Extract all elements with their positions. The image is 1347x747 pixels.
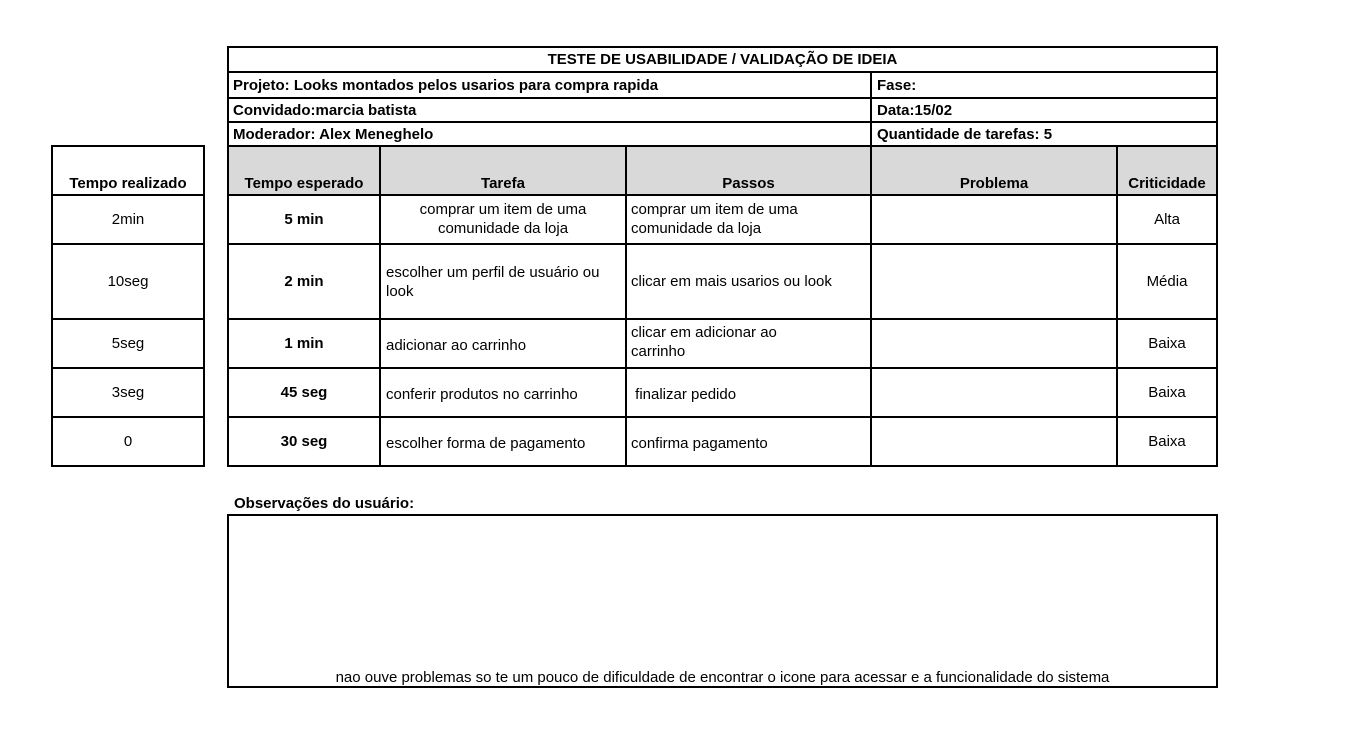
task-problem [872, 418, 1116, 465]
actual-time: 5seg [111, 335, 145, 352]
header-passos: Passos [722, 175, 775, 192]
task-description: adicionar ao carrinho [386, 336, 527, 354]
header-tarefa: Tarefa [481, 175, 525, 192]
observations-text: nao ouve problemas so te um pouco de dificuldade de encontrar o icone para acessar e a funcionalidade do sistema [335, 669, 1110, 686]
table-border [203, 145, 205, 467]
header-tempo-esperado: Tempo esperado [244, 175, 364, 192]
task-count: Quantidade de tarefas: 5 [877, 125, 1053, 143]
task-steps: comprar um item de uma comunidade da loja [631, 201, 798, 237]
criticality-badge: Baixa [1148, 384, 1186, 401]
page-title: TESTE DE USABILIDADE / VALIDAÇÃO DE IDEIA [547, 51, 898, 68]
task-description: conferir produtos no carrinho [386, 385, 578, 403]
moderator-name: Moderador: Alex Meneghelo [233, 125, 434, 143]
criticality-badge: Média [1146, 273, 1188, 290]
actual-time: 2min [111, 211, 145, 228]
task-problem [872, 320, 1116, 367]
observations-label: Observações do usuário: [234, 495, 415, 512]
task-steps: confirma pagamento [631, 434, 768, 452]
expected-time: 5 min [284, 211, 324, 228]
table-border [51, 465, 205, 467]
date-label: Data:15/02 [877, 101, 953, 119]
actual-time: 0 [123, 433, 133, 450]
header-problema: Problema [959, 175, 1029, 192]
actual-time: 10seg [107, 273, 149, 290]
criticality-badge: Baixa [1148, 335, 1186, 352]
task-steps: finalizar pedido [631, 385, 737, 403]
task-description: escolher forma de pagamento [386, 434, 586, 452]
observations-box [227, 514, 1218, 688]
expected-time: 45 seg [280, 384, 328, 401]
criticality-badge: Baixa [1148, 433, 1186, 450]
task-problem [872, 196, 1116, 243]
expected-time: 30 seg [280, 433, 328, 450]
header-criticidade: Criticidade [1128, 175, 1206, 192]
task-description: comprar um item de uma comunidade da loja [419, 201, 587, 237]
criticality-badge: Alta [1154, 211, 1180, 228]
guest-name: Convidado:marcia batista [233, 101, 417, 119]
phase-label: Fase: [877, 76, 917, 94]
task-steps: clicar em adicionar ao carrinho [631, 324, 777, 360]
project-name: Projeto: Looks montados pelos usarios para compra rapida [233, 76, 659, 94]
task-steps: clicar em mais usarios ou look [631, 273, 832, 290]
expected-time: 1 min [284, 335, 324, 352]
task-problem [872, 369, 1116, 416]
task-problem [872, 245, 1116, 318]
header-tempo-realizado: Tempo realizado [69, 175, 187, 192]
actual-time: 3seg [111, 384, 145, 401]
expected-time: 2 min [284, 273, 324, 290]
table-border [1216, 46, 1218, 467]
task-description: escolher um perfil de usuário ou look [386, 263, 600, 300]
